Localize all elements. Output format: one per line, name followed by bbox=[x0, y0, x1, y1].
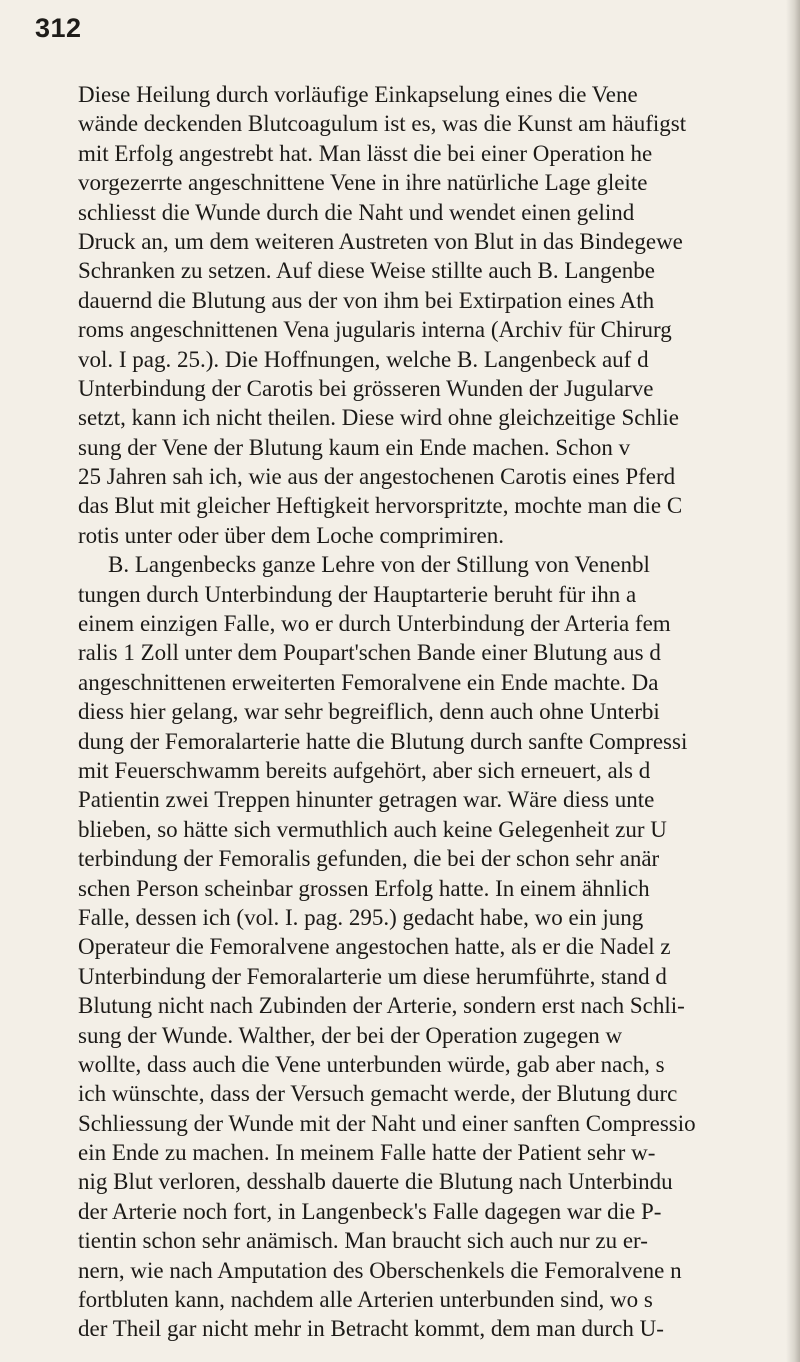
text-line: dauernd die Blutung aus der von ihm bei Extirpation eines Ath bbox=[78, 287, 655, 313]
text-line: Unterbindung der Femoralarterie um diese herumführte, stand d bbox=[78, 963, 667, 989]
text-line: sung der Wunde. Walther, der bei der Operation zugegen w bbox=[78, 1022, 623, 1048]
text-line: tungen durch Unterbindung der Hauptarterie beruht für ihn a bbox=[78, 581, 637, 607]
text-line: ralis 1 Zoll unter dem Poupart'schen Bande einer Blutung aus d bbox=[78, 640, 661, 666]
text-line: blieben, so hätte sich vermuthlich auch keine Gelegenheit zur U bbox=[78, 816, 667, 842]
body-text bbox=[78, 80, 798, 1344]
text-line: mit Erfolg angestrebt hat. Man lässt die bei einer Operation he bbox=[78, 140, 653, 166]
text-line: wände deckenden Blutcoagulum ist es, was die Kunst am häufigst bbox=[78, 111, 687, 137]
text-line: schliesst die Wunde durch die Naht und wendet einen gelind bbox=[78, 199, 635, 225]
text-line: der Arterie noch fort, in Langenbeck's Falle dagegen war die P- bbox=[78, 1198, 662, 1224]
text-line: dung der Femoralarterie hatte die Blutung durch sanfte Compressi bbox=[78, 728, 688, 754]
text-line: Blutung nicht nach Zubinden der Arterie, sondern erst nach Schli- bbox=[78, 993, 685, 1019]
text-line: setzt, kann ich nicht theilen. Diese wird ohne gleichzeitige Schlie bbox=[78, 405, 679, 431]
text-line: 25 Jahren sah ich, wie aus der angestochenen Carotis eines Pferd bbox=[78, 464, 676, 490]
text-line: schen Person scheinbar grossen Erfolg hatte. In einem ähnlich bbox=[78, 875, 650, 901]
text-line: sung der Vene der Blutung kaum ein Ende machen. Schon v bbox=[78, 434, 631, 460]
text-line: vorgezerrte angeschnittene Vene in ihre natürliche Lage gleite bbox=[78, 170, 648, 196]
text-line: terbindung der Femoralis gefunden, die bei der schon sehr anär bbox=[78, 846, 660, 872]
text-line: rotis unter oder über dem Loche comprimiren. bbox=[78, 522, 504, 548]
text-line: Unterbindung der Carotis bei grösseren Wunden der Jugularve bbox=[78, 375, 654, 401]
text-line: das Blut mit gleicher Heftigkeit hervorspritzte, mochte man die C bbox=[78, 493, 683, 519]
text-line: Diese Heilung durch vorläufige Einkapselung eines die Vene bbox=[78, 82, 638, 107]
text-line: diess hier gelang, war sehr begreiflich, denn auch ohne Unterbi bbox=[78, 699, 660, 725]
text-line: wollte, dass auch die Vene unterbunden würde, gab aber nach, s bbox=[78, 1051, 665, 1077]
text-line: Schliessung der Wunde mit der Naht und einer sanften Compressio bbox=[78, 1110, 696, 1136]
text-line: der Theil gar nicht mehr in Betracht kommt, dem man durch U- bbox=[78, 1316, 664, 1342]
text-line: mit Feuerschwamm bereits aufgehört, aber sich erneuert, als d bbox=[78, 757, 651, 783]
text-line: nern, wie nach Amputation des Oberschenkels die Femoralvene n bbox=[78, 1257, 682, 1283]
page-edge-shadow bbox=[786, 0, 800, 1362]
text-line: ein Ende zu machen. In meinem Falle hatte der Patient sehr w- bbox=[78, 1140, 656, 1166]
text-line: einem einzigen Falle, wo er durch Unterbindung der Arteria fem bbox=[78, 611, 671, 637]
text-line: Druck an, um dem weiteren Austreten von Blut in das Bindegewe bbox=[78, 228, 683, 254]
text-line: fortbluten kann, nachdem alle Arterien unterbunden sind, wo s bbox=[78, 1287, 653, 1313]
text-line: Schranken zu setzen. Auf diese Weise stillte auch B. Langenbe bbox=[78, 258, 656, 284]
text-line: vol. I pag. 25.). Die Hoffnungen, welche B. Langenbeck auf d bbox=[78, 346, 649, 372]
text-line: roms angeschnittenen Vena jugularis interna (Archiv für Chirurg bbox=[78, 317, 672, 343]
text-line: ich wünschte, dass der Versuch gemacht werde, der Blutung durc bbox=[78, 1081, 678, 1107]
text-line: angeschnittenen erweiterten Femoralvene ein Ende machte. Da bbox=[78, 669, 659, 695]
text-line: Operateur die Femoralvene angestochen hatte, als er die Nadel z bbox=[78, 934, 671, 960]
text-line: nig Blut verloren, desshalb dauerte die Blutung nach Unterbindu bbox=[78, 1169, 673, 1195]
text-line: tientin schon sehr anämisch. Man braucht sich auch nur zu er- bbox=[78, 1228, 648, 1254]
text-line: Falle, dessen ich (vol. I. pag. 295.) gedacht habe, wo ein jung bbox=[78, 904, 644, 930]
paragraph-start-line: B. Langenbecks ganze Lehre von der Stillung von Venenbl bbox=[108, 552, 650, 578]
page-number: 312 bbox=[35, 13, 82, 43]
text-line: Patientin zwei Treppen hinunter getragen war. Wäre diess unte bbox=[78, 787, 655, 813]
